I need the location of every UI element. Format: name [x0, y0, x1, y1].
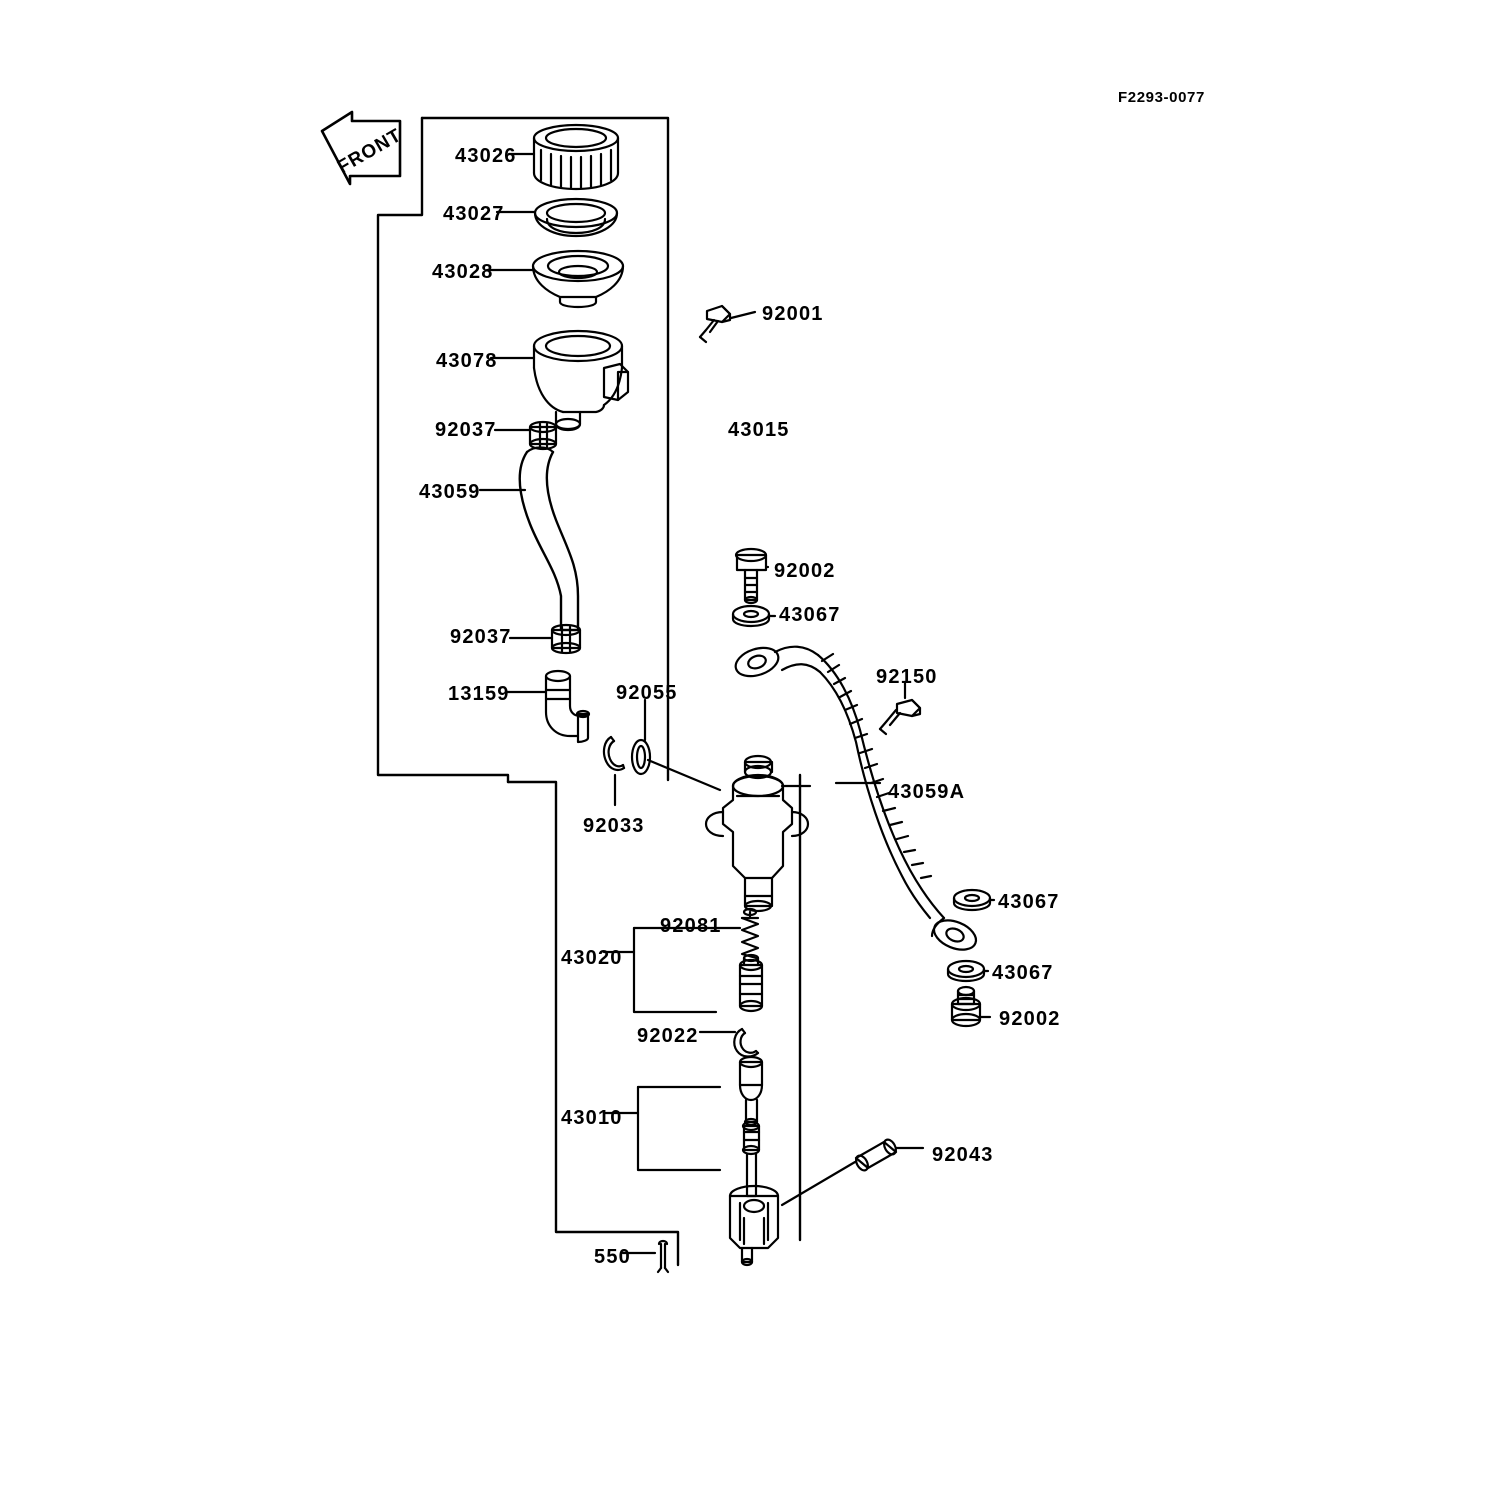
part-label-92037-lower: 92037: [450, 626, 512, 648]
sheet-code: F2293-0077: [1118, 89, 1205, 106]
master-cylinder-body: [706, 756, 808, 911]
front-arrow-label: FRONT: [334, 124, 406, 179]
part-label-43010: 43010: [561, 1107, 623, 1129]
bracket-43020-right: [634, 928, 716, 1012]
part-92043-pin: [854, 1138, 899, 1173]
part-label-43067-mid: 43067: [998, 891, 1060, 913]
part-label-92150: 92150: [876, 666, 938, 688]
part-label-43067-upper: 43067: [779, 604, 841, 626]
part-92001-bolt: [700, 306, 730, 342]
part-label-92081: 92081: [660, 915, 722, 937]
part-label-92055: 92055: [616, 682, 678, 704]
part-label-92043: 92043: [932, 1144, 994, 1166]
part-label-92033: 92033: [583, 815, 645, 837]
part-43020-piston: [740, 955, 762, 1011]
part-label-43026: 43026: [455, 145, 517, 167]
part-92150-bolt: [880, 700, 920, 734]
bracket-43010-right: [638, 1087, 720, 1170]
part-label-92022: 92022: [637, 1025, 699, 1047]
part-label-13159: 13159: [448, 683, 510, 705]
part-label-43059: 43059: [419, 481, 481, 503]
part-label-43059A: 43059A: [888, 781, 966, 803]
part-92002-bolt-lower: [952, 987, 980, 1026]
part-label-550: 550: [594, 1246, 631, 1268]
part-43028-diaphragm: [533, 251, 623, 307]
part-92022-washer: [734, 1029, 758, 1057]
part-550-cotter-pin: [658, 1241, 668, 1272]
part-92055-oring: [632, 740, 650, 774]
part-92033-circlip: [604, 737, 624, 770]
part-92002-bolt-upper: [736, 549, 766, 603]
part-43059-hose: [520, 448, 578, 631]
part-label-92001: 92001: [762, 303, 824, 325]
part-label-43078: 43078: [436, 350, 498, 372]
leader-92055-b: [648, 760, 720, 790]
part-92081-spring: [742, 909, 758, 958]
part-label-43015: 43015: [728, 419, 790, 441]
part-43067-washer-upper: [733, 606, 769, 626]
leader-92001: [731, 312, 755, 318]
part-43026-cap: [534, 125, 618, 189]
part-label-43028: 43028: [432, 261, 494, 283]
part-label-43020: 43020: [561, 947, 623, 969]
part-43067-washer-lower: [948, 961, 984, 981]
part-43010-piston-lower: [740, 1057, 762, 1196]
part-label-92002-upper: 92002: [774, 560, 836, 582]
part-92037-clamp-lower: [552, 625, 580, 653]
leader-92043-b: [782, 1162, 855, 1205]
part-label-92002-lower: 92002: [999, 1008, 1061, 1030]
part-label-43027: 43027: [443, 203, 505, 225]
part-label-92037-upper: 92037: [435, 419, 497, 441]
part-92037-clamp-upper: [530, 422, 556, 449]
assembly-bracket: [378, 118, 800, 1265]
clevis-joint: [730, 1186, 778, 1265]
part-43078-reservoir: [534, 331, 628, 430]
part-13159-elbow: [546, 671, 589, 742]
part-43027-ring: [535, 199, 617, 236]
part-43067-washer-mid: [954, 890, 990, 910]
part-label-43067-lower: 43067: [992, 962, 1054, 984]
